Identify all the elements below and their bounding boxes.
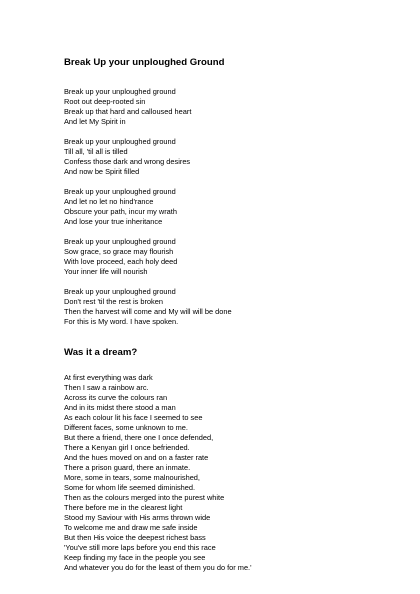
poem-line: Different faces, some unknown to me.	[64, 423, 188, 432]
poem-line: Obscure your path, incur my wrath	[64, 207, 177, 216]
poem-line: Break up your unploughed ground	[64, 137, 176, 146]
poem-line: Break up your unploughed ground	[64, 287, 176, 296]
poem-line: Then I saw a rainbow arc.	[64, 383, 149, 392]
poem-line: Across its curve the colours ran	[64, 393, 168, 402]
poem-line: To welcome me and draw me safe inside	[64, 523, 198, 532]
poem-line: Break up that hard and calloused heart	[64, 107, 192, 116]
poem-line: And the hues moved on and on a faster rate	[64, 453, 209, 462]
poem-line: Break up your unploughed ground	[64, 87, 176, 96]
poem-line: And let My Spirit in	[64, 117, 126, 126]
poem-line: Root out deep-rooted sin	[64, 97, 146, 106]
poem-2-body	[64, 373, 394, 573]
poem-line: And now be Spirit filled	[64, 167, 140, 176]
poem-line: More, some in tears, some malnourished,	[64, 473, 200, 482]
poem-line: For this is My word. I have spoken.	[64, 317, 179, 326]
poem-2-title: Was it a dream?	[64, 347, 138, 358]
poem-line: And whatever you do for the least of them you do for me.'	[64, 563, 252, 572]
poem-line: Then as the colours merged into the purest white	[64, 493, 225, 502]
poem-line: Till all, 'til all is tilled	[64, 147, 128, 156]
poem-line: At first everything was dark	[64, 373, 153, 382]
poem-line: And lose your true inheritance	[64, 217, 163, 226]
poem-line: But then His voice the deepest richest bass	[64, 533, 206, 542]
poem-1-body	[64, 87, 394, 327]
poem-line: There before me in the clearest light	[64, 503, 183, 512]
poem-line: There a Kenyan girl I once befriended.	[64, 443, 190, 452]
poem-1-stanza-4	[64, 237, 394, 277]
poem-1-stanza-5	[64, 287, 394, 327]
poem-line: Then the harvest will come and My will will be done	[64, 307, 232, 316]
poem-line: And in its midst there stood a man	[64, 403, 176, 412]
poem-line: And let no let no hind'rance	[64, 197, 154, 206]
poem-1-stanza-1	[64, 87, 394, 127]
poem-line: Some for whom life seemed diminished.	[64, 483, 196, 492]
poem-line: 'You've still more laps before you end this race	[64, 543, 216, 552]
poem-line: Break up your unploughed ground	[64, 237, 176, 246]
poem-line: But there a friend, there one I once defended,	[64, 433, 214, 442]
poem-1-stanza-2	[64, 137, 394, 177]
poem-line: Don't rest 'til the rest is broken	[64, 297, 163, 306]
poem-line: With love proceed, each holy deed	[64, 257, 178, 266]
document-content	[64, 57, 394, 573]
poem-line: Confess those dark and wrong desires	[64, 157, 191, 166]
poem-line: Keep finding my face in the people you see	[64, 553, 206, 562]
poem-line: Sow grace, so grace may flourish	[64, 247, 174, 256]
poem-1-stanza-3	[64, 187, 394, 227]
poem-line: Stood my Saviour with His arms thrown wide	[64, 513, 211, 522]
poem-line: As each colour lit his face I seemed to see	[64, 413, 203, 422]
poem-line: Your inner life will nourish	[64, 267, 148, 276]
poem-line: Break up your unploughed ground	[64, 187, 176, 196]
poem-1-title: Break Up your unploughed Ground	[64, 57, 225, 68]
poem-line: There a prison guard, there an inmate.	[64, 463, 191, 472]
